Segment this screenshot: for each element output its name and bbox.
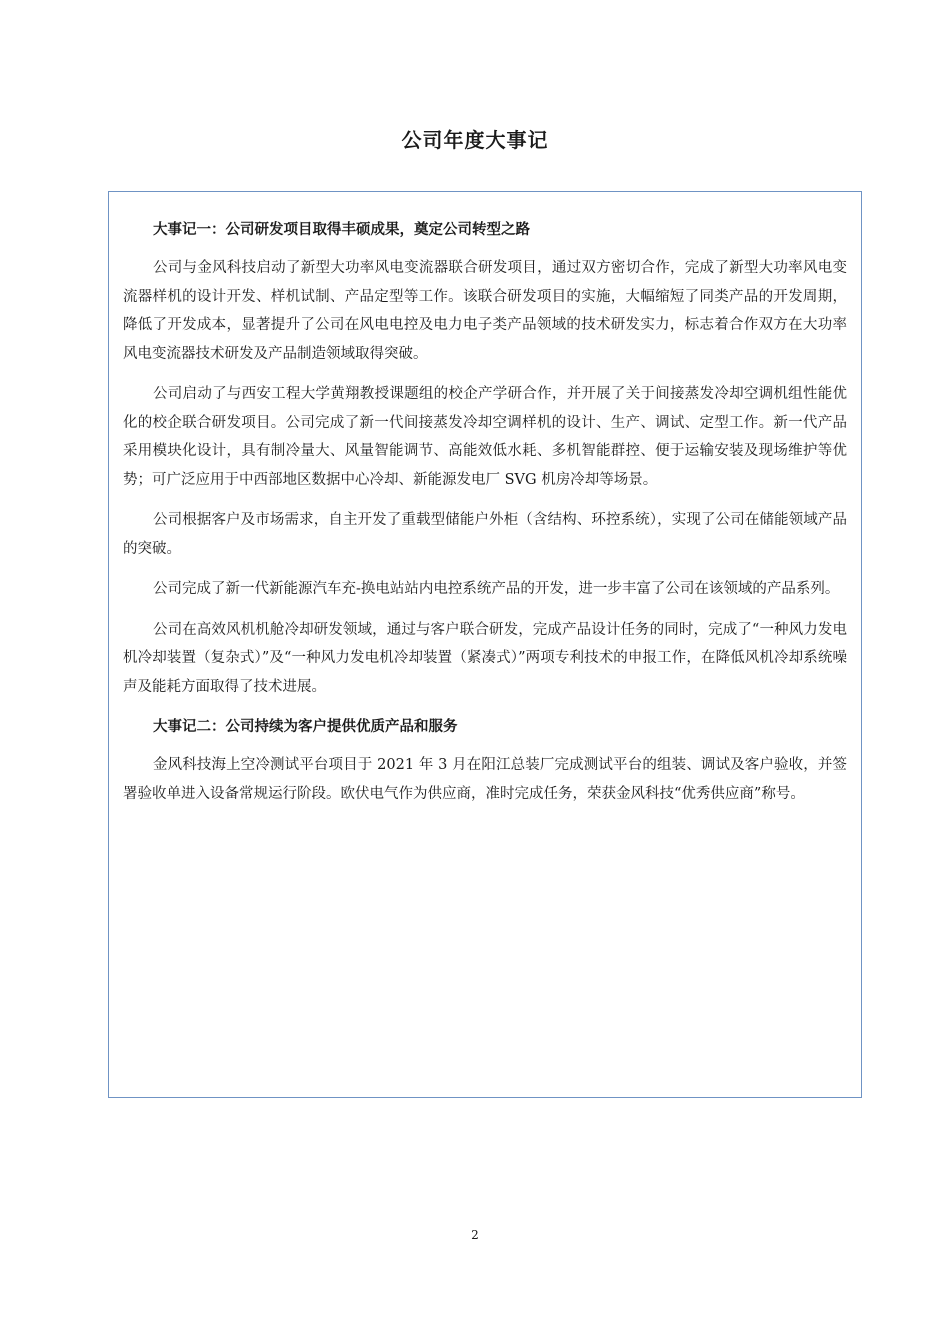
- section-1-paragraph-2: 公司启动了与西安工程大学黄翔教授课题组的校企产学研合作，并开展了关于间接蒸发冷却空调机组性能优化的校企联合研发项目。公司完成了新一代间接蒸发冷却空调样机的设计、生产、调试、定型工作。新一代产品采用模块化设计，具有制冷量大、风量智能调节、高能效低水耗、多机智能群控、便于运输安装及现场维护等优势；可广泛应用于中西部地区数据中心冷却、新能源发电厂 SVG 机房冷却等场景。: [123, 386, 847, 488]
- section-2-paragraph-1: 金风科技海上空冷测试平台项目于 2021 年 3 月在阳江总装厂完成测试平台的组装、调试及客户验收，并签署验收单进入设备常规运行阶段。欧伏电气作为供应商，准时完成任务，荣获金风科技“优秀供应商”称号。: [123, 757, 847, 802]
- section-heading-2: 大事记二：公司持续为客户提供优质产品和服务: [153, 719, 458, 735]
- section-1-paragraph-1: 公司与金风科技启动了新型大功率风电变流器联合研发项目，通过双方密切合作，完成了新型大功率风电变流器样机的设计开发、样机试制、产品定型等工作。该联合研发项目的实施，大幅缩短了同类产品的开发周期，降低了开发成本，显著提升了公司在风电电控及电力电子类产品领域的技术研发实力，标志着合作双方在大功率风电变流器技术研发及产品制造领域取得突破。: [123, 260, 847, 362]
- section-1-paragraph-4: 公司完成了新一代新能源汽车充-换电站站内电控系统产品的开发，进一步丰富了公司在该领域的产品系列。: [153, 581, 840, 597]
- section-1-paragraph-5: 公司在高效风机机舱冷却研发领域，通过与客户联合研发，完成产品设计任务的同时，完成了“一种风力发电机冷却装置（复杂式）”及“一种风力发电机冷却装置（紧凑式）”两项专利技术的申报工作，在降低风机冷却系统噪声及能耗方面取得了技术进展。: [123, 621, 847, 695]
- section-1-paragraph-3: 公司根据客户及市场需求，自主开发了重载型储能户外柜（含结构、环控系统），实现了公司在储能领域产品的突破。: [123, 512, 847, 557]
- section-heading-1: 大事记一：公司研发项目取得丰硕成果，奠定公司转型之路: [153, 222, 530, 238]
- page-title: 公司年度大事记: [401, 128, 549, 152]
- events-box: [108, 191, 862, 1098]
- page-number: 2: [471, 1228, 479, 1242]
